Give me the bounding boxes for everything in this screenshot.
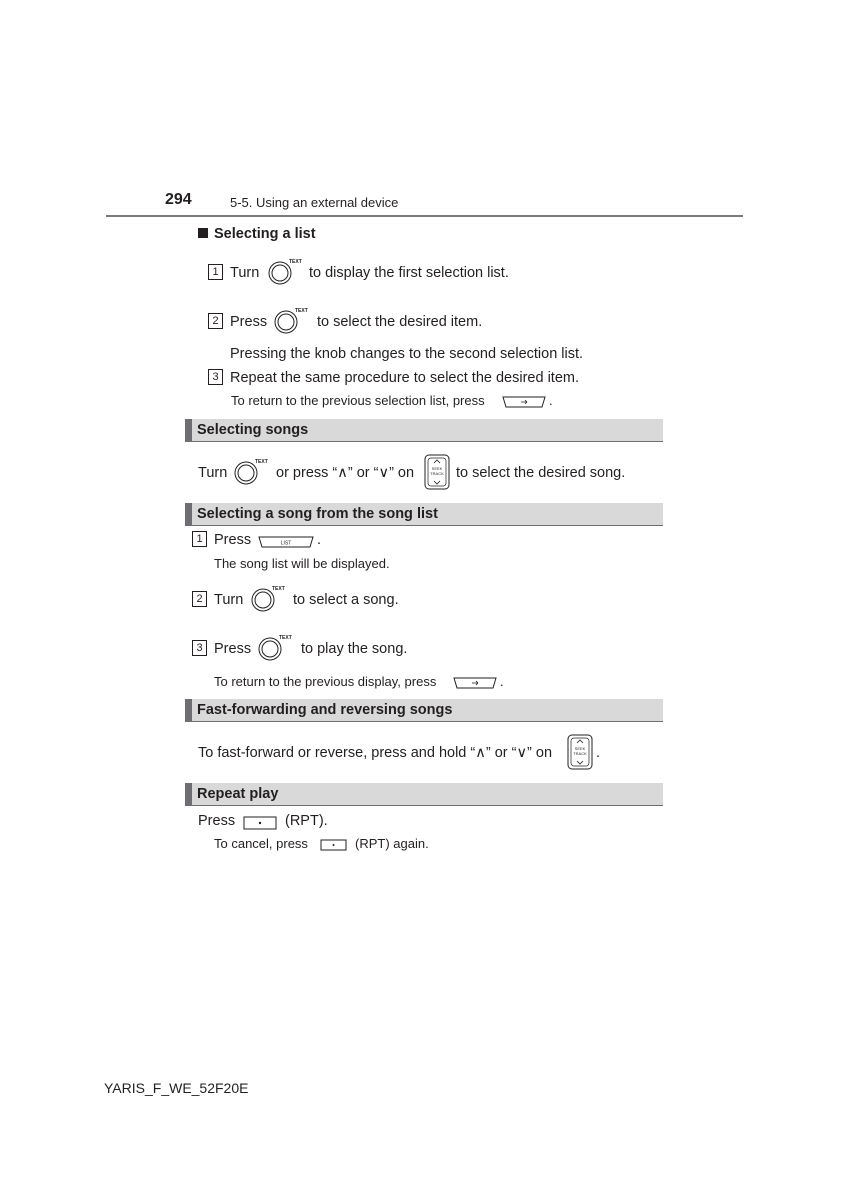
select-song-text: to select the desired song. <box>456 465 626 481</box>
tune-knob-icon <box>251 585 289 617</box>
knob-label: TEXT <box>272 586 285 592</box>
knob-label: TEXT <box>255 459 268 465</box>
square-bullet-icon <box>198 228 208 238</box>
rpt-button-icon <box>320 839 347 851</box>
knob-label: TEXT <box>279 635 292 641</box>
step-text-before: Turn <box>214 592 244 608</box>
document-code: YARIS_F_WE_52F20E <box>104 1080 249 1096</box>
list-button-icon <box>258 536 314 548</box>
step-subnote-after: . <box>500 674 504 689</box>
step-number: 3 <box>208 369 223 385</box>
seek-label: SEEK <box>431 466 443 471</box>
step-note: The song list will be displayed. <box>214 556 390 571</box>
section-bar-title: Fast-forwarding and reversing songs <box>197 702 453 718</box>
seek-label: SEEK <box>574 746 586 751</box>
repeat-cancel-after: (RPT) again. <box>355 836 429 851</box>
fast-forward-after: . <box>596 745 601 761</box>
step-text-after: to play the song. <box>301 641 408 657</box>
tune-knob-icon <box>234 458 272 490</box>
step-text-before: Press <box>214 532 252 548</box>
back-button-icon <box>453 677 497 689</box>
seek-track-button-icon <box>567 734 593 770</box>
step-number: 1 <box>208 264 223 280</box>
turn-text: Turn <box>198 465 228 481</box>
seek-track-button-icon <box>424 454 450 490</box>
step-number: 2 <box>208 313 223 329</box>
step-note: Pressing the knob changes to the second selection list. <box>230 346 584 362</box>
page-number: 294 <box>165 191 192 208</box>
bar-underline <box>185 805 663 806</box>
rpt-button-icon <box>243 816 277 830</box>
step-text-after: . <box>317 532 322 548</box>
tune-knob-icon <box>274 307 312 339</box>
subsection-heading <box>198 226 316 242</box>
bar-underline <box>185 721 663 722</box>
step-subnote-before: To return to the previous display, press <box>214 674 437 689</box>
bar-accent <box>185 699 192 721</box>
tune-knob-icon <box>268 258 306 290</box>
step-text-after: to select a song. <box>293 592 399 608</box>
track-label: TRACK <box>573 751 587 756</box>
heading-text: Selecting a list <box>214 226 316 242</box>
repeat-rpt-text: (RPT). <box>285 813 328 829</box>
knob-label: TEXT <box>289 259 302 265</box>
section-title: 5-5. Using an external device <box>230 195 399 210</box>
step-text: Repeat the same procedure to select the desired item. <box>230 370 579 386</box>
bar-underline <box>185 441 663 442</box>
back-button-icon <box>502 396 546 408</box>
tune-knob-icon <box>258 634 296 666</box>
section-bar <box>185 783 663 805</box>
step-subnote-before: To return to the previous selection list, press <box>231 393 485 408</box>
header-rule <box>106 215 743 217</box>
step-text-before: Press <box>230 314 268 330</box>
section-bar-title: Repeat play <box>197 786 279 802</box>
track-label: TRACK <box>430 471 444 476</box>
repeat-press-text: Press <box>198 813 236 829</box>
list-button-label: LIST <box>280 540 292 547</box>
step-number: 1 <box>192 531 207 547</box>
section-bar-title: Selecting songs <box>197 422 309 438</box>
repeat-cancel-text: To cancel, press <box>214 836 308 851</box>
step-text-after: to display the first selection list. <box>309 265 509 281</box>
step-subnote-after: . <box>549 393 553 408</box>
bar-accent <box>185 783 192 805</box>
section-bar <box>185 503 663 525</box>
step-number: 3 <box>192 640 207 656</box>
section-bar-title: Selecting a song from the song list <box>197 506 438 522</box>
step-number: 2 <box>192 591 207 607</box>
fast-forward-text: To fast-forward or reverse, press and hold “∧” or “∨” on <box>198 745 553 761</box>
section-bar <box>185 419 663 441</box>
step-text-before: Turn <box>230 265 260 281</box>
press-text: or press “∧” or “∨” on <box>276 465 415 481</box>
knob-label: TEXT <box>295 308 308 314</box>
step-text-after: to select the desired item. <box>317 314 483 330</box>
bar-accent <box>185 419 192 441</box>
section-bar <box>185 699 663 721</box>
step-text-before: Press <box>214 641 252 657</box>
bar-accent <box>185 503 192 525</box>
bar-underline <box>185 525 663 526</box>
